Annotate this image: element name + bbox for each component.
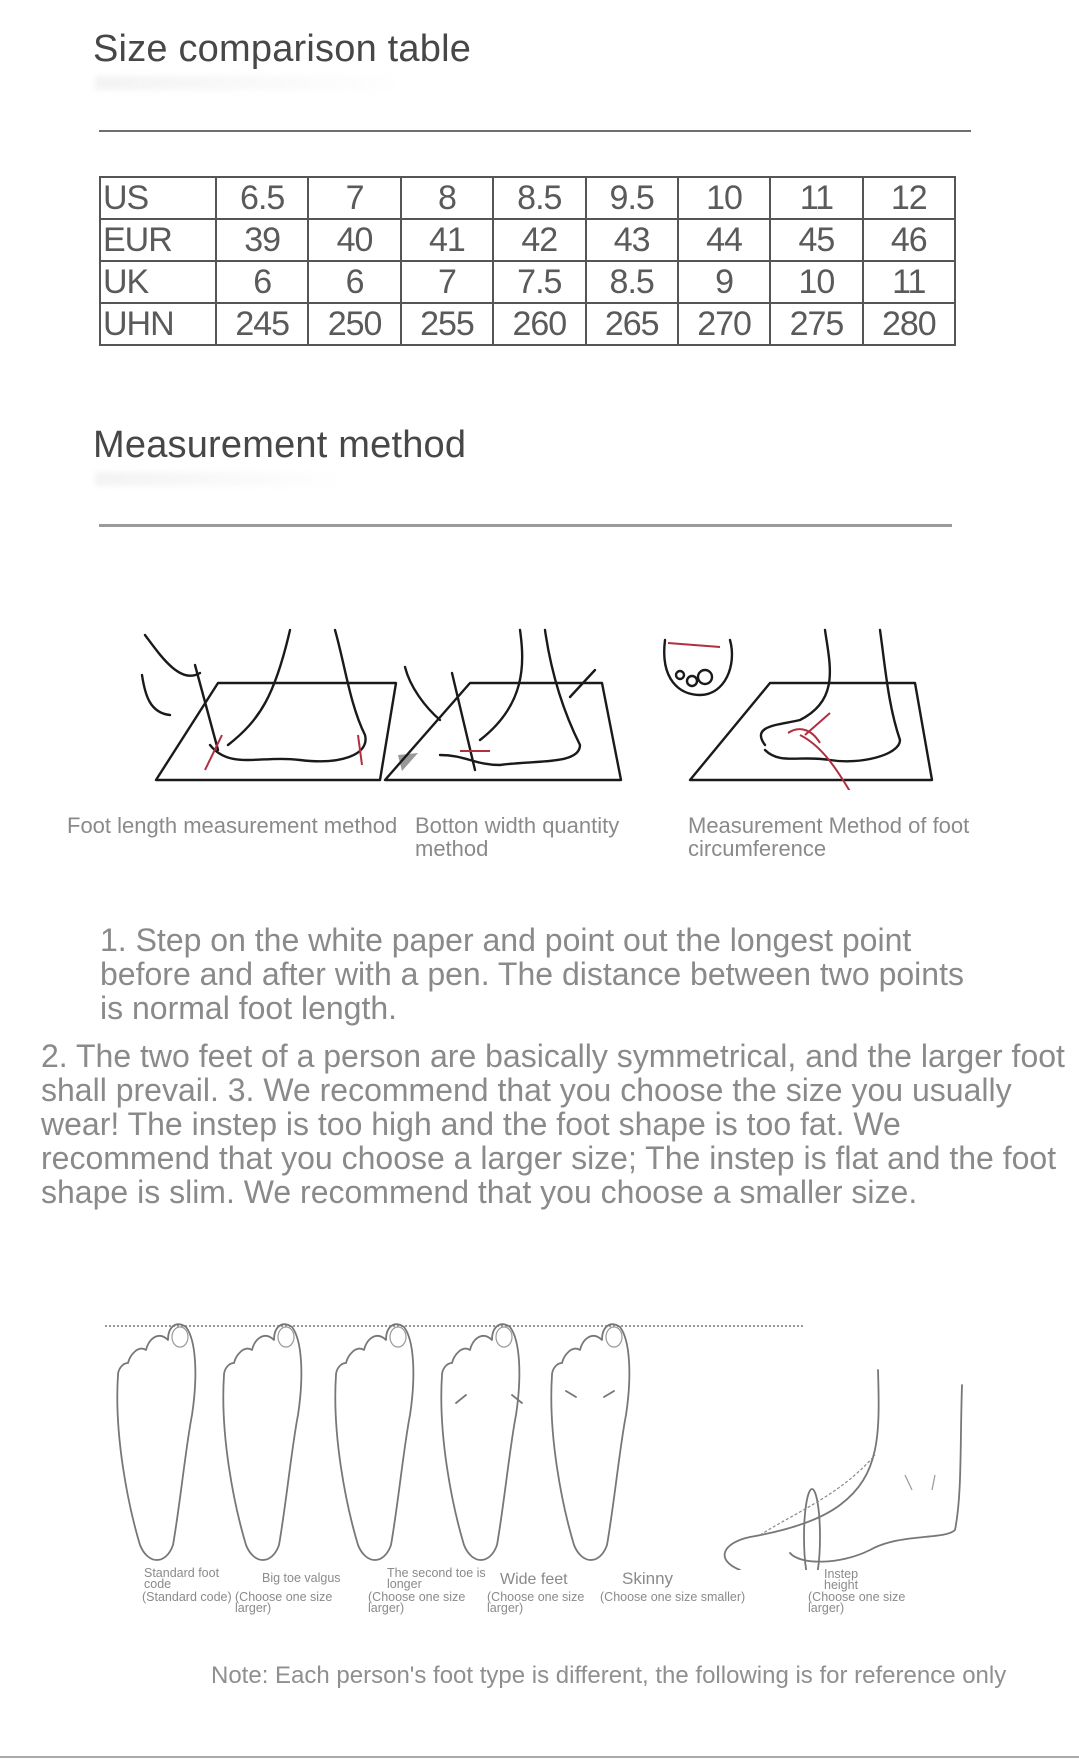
size-cell: 46 xyxy=(863,219,955,261)
size-cell: 12 xyxy=(863,177,955,219)
measurement-illustrations xyxy=(140,625,970,790)
size-cell: 270 xyxy=(678,303,770,345)
foot-type-name: The second toe is longer xyxy=(387,1566,486,1591)
title-reflection xyxy=(95,76,395,90)
foot-type-advice: (Choose one size larger) xyxy=(368,1590,466,1615)
size-cell: 260 xyxy=(493,303,585,345)
foot-type-advice: (Choose one size smaller) xyxy=(600,1590,746,1604)
measurement-divider xyxy=(99,524,952,527)
size-cell: 9 xyxy=(678,261,770,303)
size-system-label: US xyxy=(100,177,216,219)
size-cell: 6 xyxy=(308,261,400,303)
size-system-label: EUR xyxy=(100,219,216,261)
foot-type-advice: (Standard code) xyxy=(142,1590,232,1604)
size-cell: 7 xyxy=(308,177,400,219)
size-cell: 10 xyxy=(678,177,770,219)
instruction-step-2: 2. The two feet of a person are basically symmetrical, and the larger foot shall prevail. 3. We recommend that you choose the size you usually wear! The instep is too high and the foot shape is too fat. We recommend that you choose a larger size; The instep is flat and the foot shape is slim. We recommend that you choose a smaller size. xyxy=(41,1038,1065,1210)
size-cell: 275 xyxy=(770,303,862,345)
size-cell: 43 xyxy=(586,219,678,261)
foot-type-advice: (Choose one size larger) xyxy=(487,1590,585,1615)
foot-outline-1 xyxy=(117,1324,195,1560)
title-divider xyxy=(99,130,971,132)
caption-foot-length: Foot length measurement method xyxy=(67,813,398,838)
size-row-uhn xyxy=(100,303,955,345)
size-row-uk xyxy=(100,261,955,303)
size-cell: 265 xyxy=(586,303,678,345)
size-cell: 45 xyxy=(770,219,862,261)
size-cell: 8.5 xyxy=(586,261,678,303)
foot-type-name: Skinny xyxy=(622,1569,674,1588)
size-system-label: UHN xyxy=(100,303,216,345)
size-cell: 11 xyxy=(863,261,955,303)
size-cell: 7 xyxy=(401,261,493,303)
direction-arrow-icon xyxy=(456,1395,522,1403)
instruction-step-1: 1. Step on the white paper and point out the longest point before and after with a pen. The distance between two points is normal foot length. xyxy=(100,922,964,1026)
size-cell: 10 xyxy=(770,261,862,303)
measurement-title: Measurement method xyxy=(93,424,467,466)
foot-outline-2 xyxy=(223,1324,301,1560)
foot-type-advice: (Choose one size larger) xyxy=(235,1590,333,1615)
foot-circumference-illustration xyxy=(690,630,932,790)
foot-type-name: Standard foot code xyxy=(144,1566,220,1591)
size-table-title: Size comparison table xyxy=(93,28,472,70)
size-cell: 245 xyxy=(216,303,308,345)
size-comparison-table xyxy=(99,176,956,346)
bottom-width-illustration xyxy=(385,630,732,780)
title-reflection xyxy=(95,472,335,486)
foot-outline-4 xyxy=(441,1324,522,1560)
size-cell: 39 xyxy=(216,219,308,261)
size-cell: 250 xyxy=(308,303,400,345)
size-cell: 280 xyxy=(863,303,955,345)
direction-arrow-icon xyxy=(566,1391,614,1397)
size-cell: 8 xyxy=(401,177,493,219)
instep-height-illustration xyxy=(725,1370,962,1570)
size-cell: 42 xyxy=(493,219,585,261)
reference-note: Note: Each person's foot type is different, the following is for reference only xyxy=(211,1662,1007,1689)
caption-bottom-width: Botton width quantity method xyxy=(415,813,620,861)
size-cell: 44 xyxy=(678,219,770,261)
foot-length-illustration xyxy=(142,630,418,780)
caption-foot-circumference: Measurement Method of foot circumference xyxy=(688,813,970,861)
size-cell: 9.5 xyxy=(586,177,678,219)
foot-type-name: Big toe valgus xyxy=(262,1571,341,1585)
size-cell: 40 xyxy=(308,219,400,261)
size-row-us xyxy=(100,177,955,219)
foot-outline-3 xyxy=(335,1324,413,1560)
foot-outline-5 xyxy=(551,1324,629,1560)
foot-type-name: Wide feet xyxy=(500,1571,568,1588)
size-system-label: UK xyxy=(100,261,216,303)
size-cell: 7.5 xyxy=(493,261,585,303)
size-cell: 255 xyxy=(401,303,493,345)
foot-type-advice: (Choose one size larger) xyxy=(808,1590,906,1615)
bottom-border xyxy=(0,1756,1079,1758)
size-cell: 6.5 xyxy=(216,177,308,219)
foot-type-name: Instep height xyxy=(824,1567,859,1592)
size-cell: 6 xyxy=(216,261,308,303)
foot-types-illustration xyxy=(100,1315,970,1570)
size-cell: 8.5 xyxy=(493,177,585,219)
size-row-eur xyxy=(100,219,955,261)
size-cell: 41 xyxy=(401,219,493,261)
size-cell: 11 xyxy=(770,177,862,219)
